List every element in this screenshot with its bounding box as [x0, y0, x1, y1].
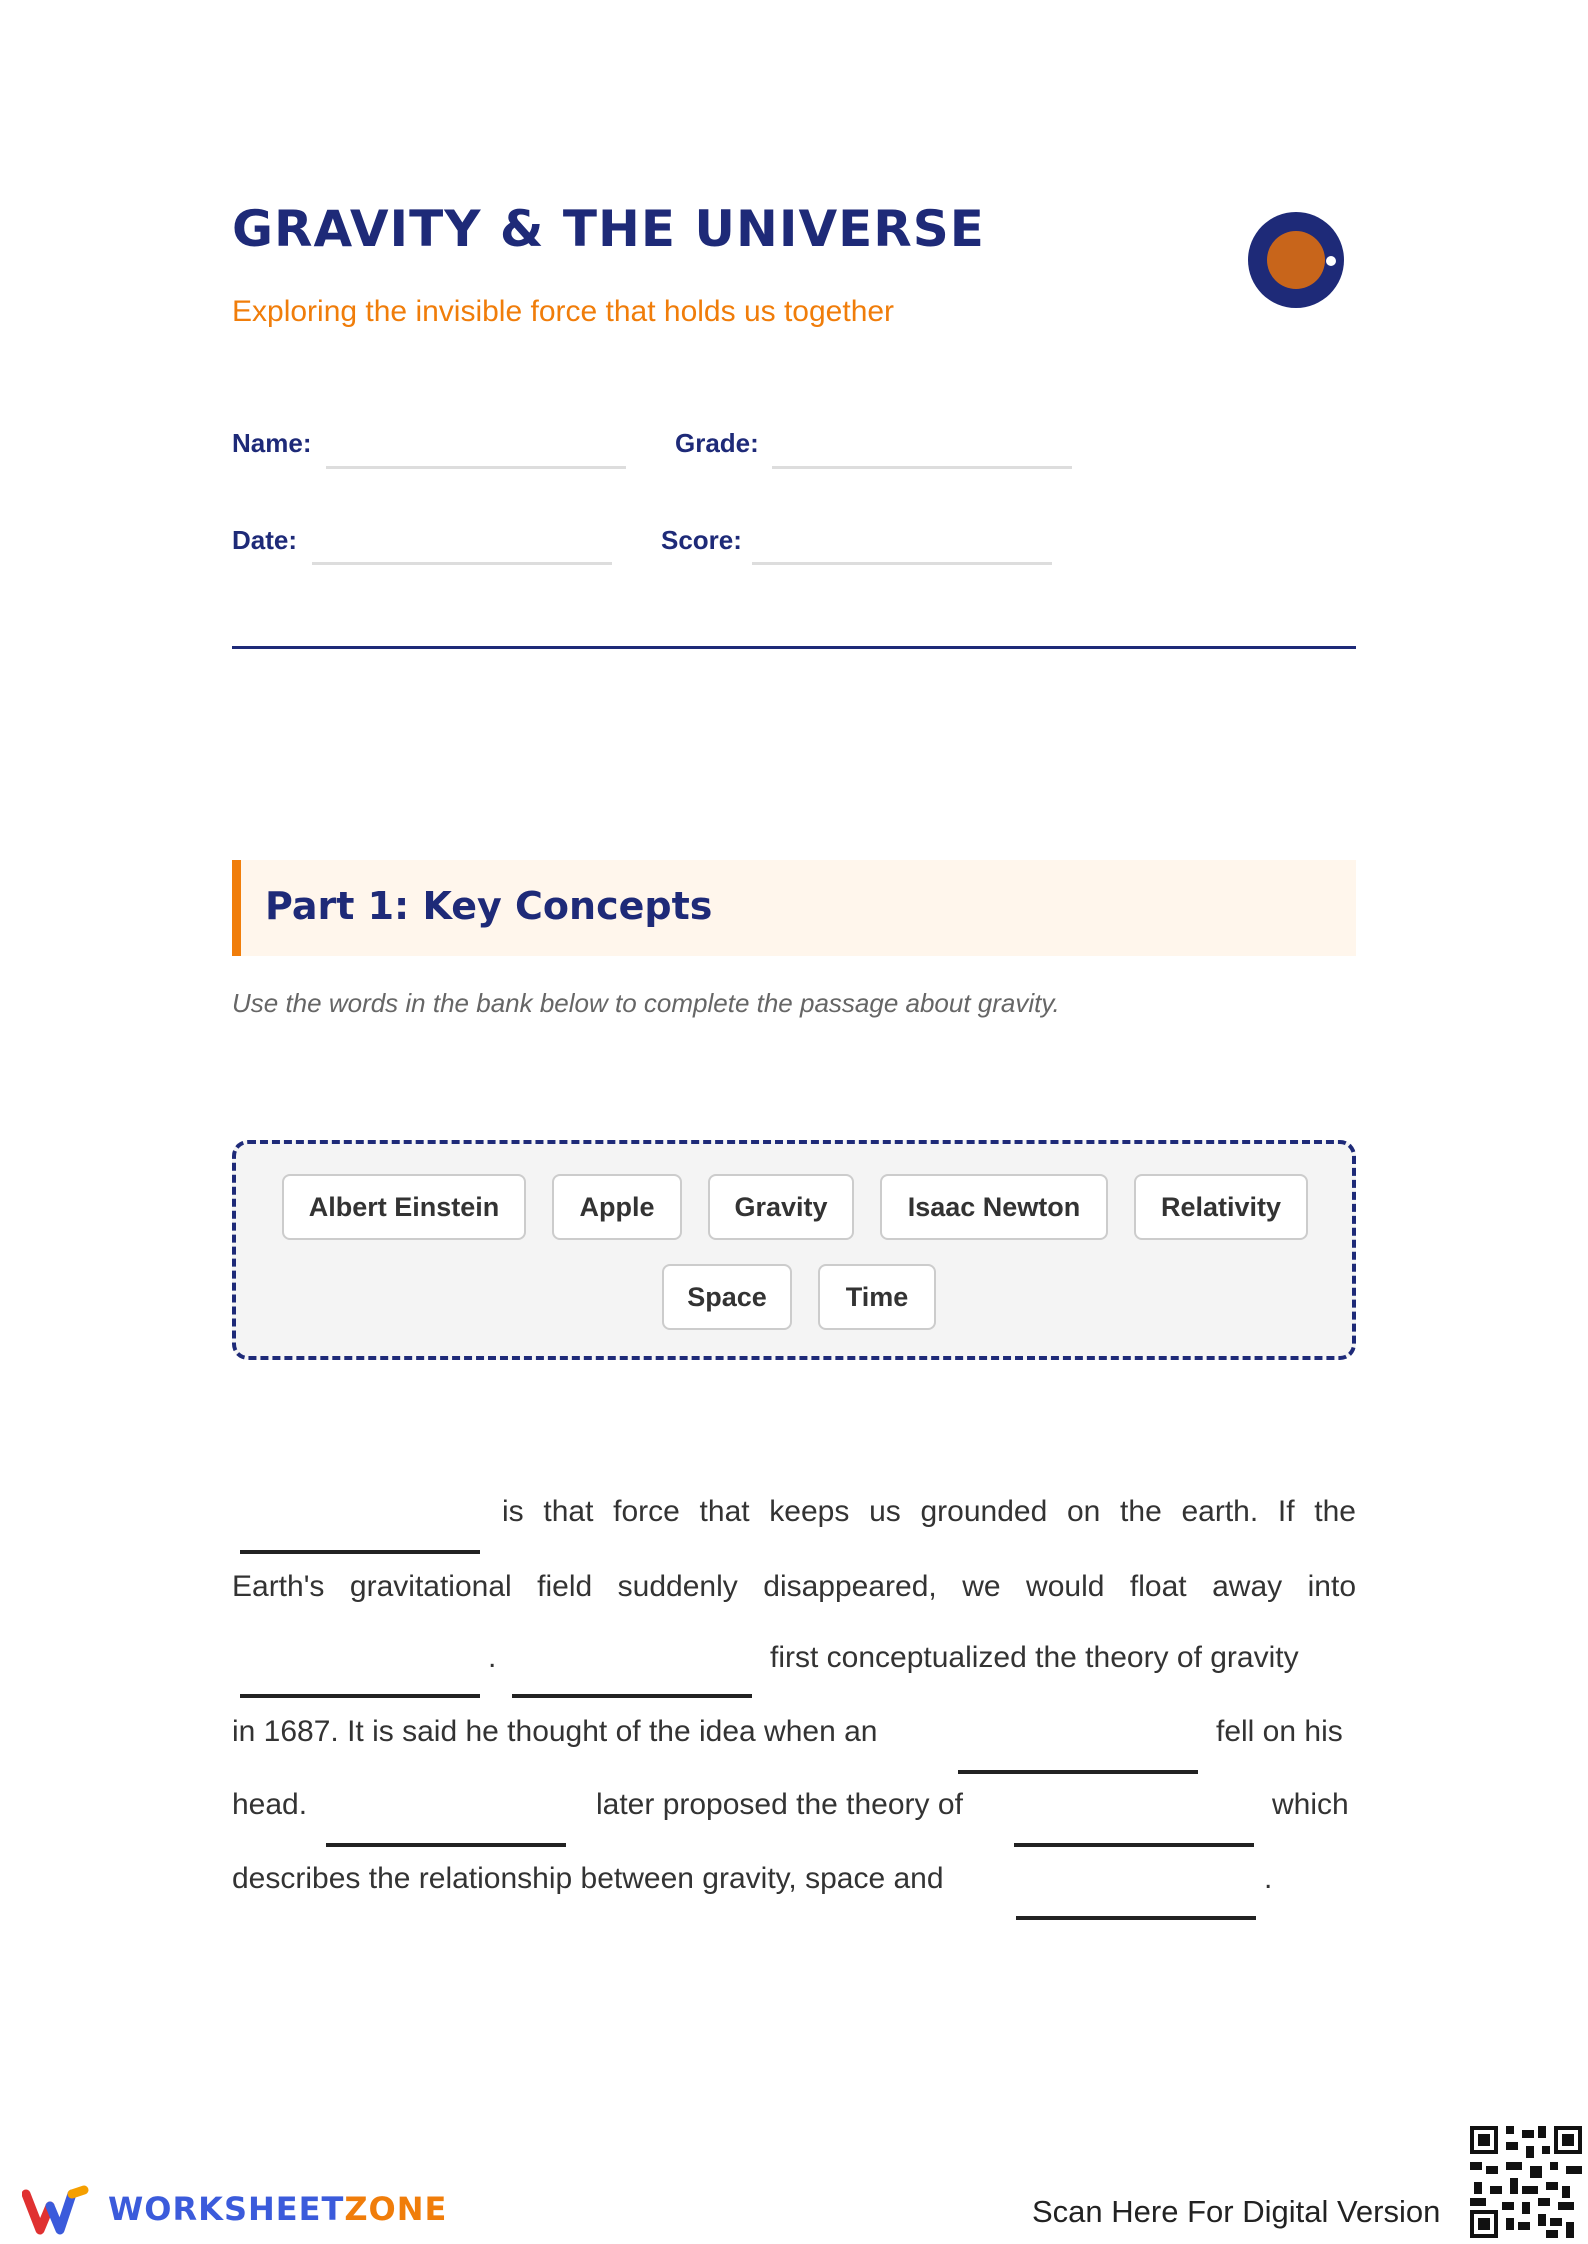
passage-line: describes the relationship between gravity, space and [232, 1862, 944, 1895]
word-chip[interactable]: Albert Einstein [282, 1174, 526, 1240]
date-label: Date: [232, 525, 298, 555]
score-field[interactable] [752, 562, 1052, 565]
answer-blank[interactable] [512, 1694, 752, 1698]
scan-text: Scan Here For Digital Version [1032, 2194, 1441, 2229]
score-label: Score: [661, 525, 742, 555]
passage-line: Earth's gravitational field suddenly disappeared, we would float away into [232, 1570, 1356, 1603]
word-chip[interactable]: Relativity [1134, 1174, 1308, 1240]
planet-core [1267, 231, 1325, 289]
passage-line: later proposed the theory of [596, 1788, 963, 1821]
answer-blank[interactable] [326, 1843, 566, 1847]
word-chip[interactable]: Apple [552, 1174, 682, 1240]
brand-part1: WORKSHEET [108, 2190, 345, 2228]
grade-label: Grade: [675, 428, 759, 458]
worksheet-subtitle: Exploring the invisible force that holds us together [232, 295, 895, 328]
passage-line: first conceptualized the theory of gravity [770, 1641, 1299, 1674]
worksheetzone-logo-icon [22, 2184, 92, 2236]
answer-blank[interactable] [958, 1770, 1198, 1774]
name-field[interactable] [326, 466, 626, 469]
passage-line: in 1687. It is said he thought of the idea when an [232, 1715, 878, 1748]
answer-blank[interactable] [240, 1694, 480, 1698]
answer-blank[interactable] [1016, 1916, 1256, 1920]
passage-line: . [1264, 1862, 1273, 1895]
brand-part2: ZONE [344, 2190, 448, 2228]
passage-line: is that force that keeps us grounded on the earth. If the [502, 1495, 1356, 1528]
answer-blank[interactable] [240, 1550, 480, 1554]
answer-blank[interactable] [1014, 1843, 1254, 1847]
moon-dot [1326, 256, 1336, 266]
passage-line: . [488, 1641, 497, 1674]
word-chip[interactable]: Space [662, 1264, 792, 1330]
header-divider [232, 646, 1356, 649]
brand-name [108, 2190, 447, 2228]
date-field[interactable] [312, 562, 612, 565]
qr-code-icon[interactable] [1470, 2126, 1582, 2238]
name-label: Name: [232, 428, 312, 458]
section-title: Part 1: Key Concepts [265, 884, 713, 928]
instructions: Use the words in the bank below to complete the passage about gravity. [232, 988, 1060, 1018]
grade-field[interactable] [772, 466, 1072, 469]
worksheet-title: GRAVITY & THE UNIVERSE [232, 200, 985, 258]
planet-icon [1248, 212, 1344, 308]
passage-line: which [1272, 1788, 1349, 1821]
word-chip[interactable]: Time [818, 1264, 936, 1330]
passage-line: head. [232, 1788, 308, 1821]
passage-line: fell on his [1216, 1715, 1343, 1748]
word-chip[interactable]: Gravity [708, 1174, 854, 1240]
word-chip[interactable]: Isaac Newton [880, 1174, 1108, 1240]
word-bank [232, 1140, 1356, 1360]
